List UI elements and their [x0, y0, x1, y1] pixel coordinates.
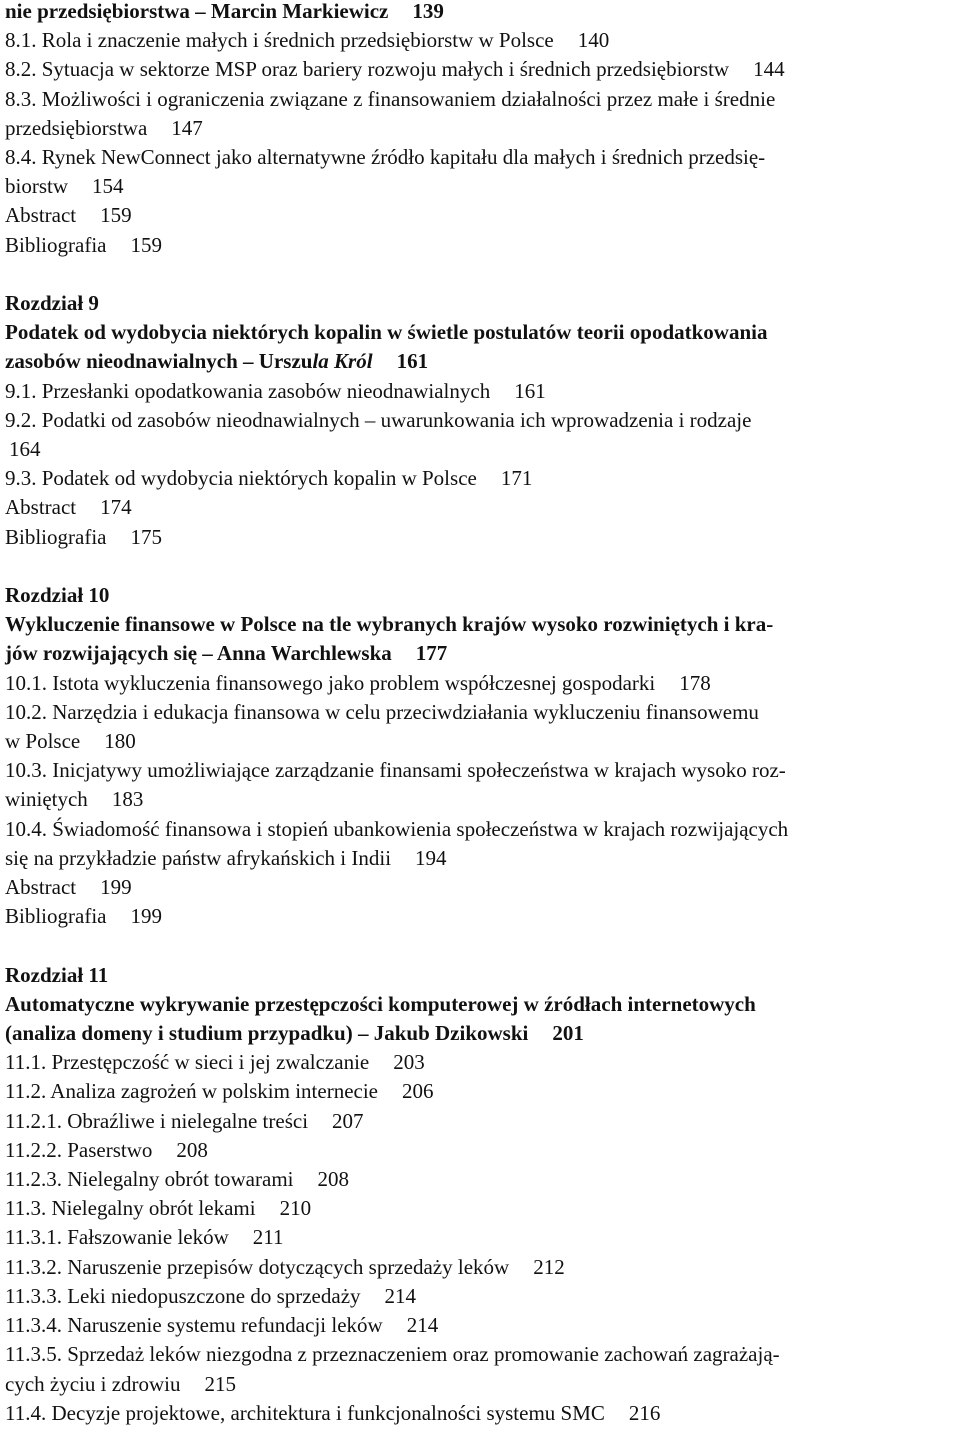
- page-number: 164: [9, 437, 41, 462]
- entry-text: Automatyczne wykrywanie przestępczości komputerowej w źródłach internetowych: [5, 991, 756, 1016]
- entry-text: Bibliografia: [5, 904, 107, 929]
- toc-entry-continued: [5, 435, 955, 464]
- toc-entry: [5, 55, 955, 84]
- entry-text: Abstract: [5, 875, 77, 900]
- toc-entry-bibliography: [5, 523, 955, 552]
- spacer: [5, 260, 955, 289]
- toc-entry: [5, 406, 955, 435]
- page-number: 154: [92, 174, 124, 199]
- entry-text: 10.4. Świadomość finansowa i stopień ubankowienia społeczeństwa w krajach rozwijających: [5, 816, 789, 841]
- page-number: 201: [552, 1021, 584, 1046]
- entry-text: 11.4. Decyzje projektowe, architektura i funkcjonalności systemu SMC: [5, 1400, 605, 1425]
- entry-text: 9.2. Podatki od zasobów nieodnawialnych – uwarunkowania ich wprowadzenia i rodzaje: [5, 407, 752, 432]
- page-number: 194: [415, 845, 447, 870]
- entry-text: Bibliografia: [5, 232, 107, 257]
- page-number: 206: [402, 1079, 434, 1104]
- page-number: 212: [533, 1254, 565, 1279]
- toc-entry-continued: [5, 172, 955, 201]
- table-of-contents: [5, 0, 955, 1428]
- entry-text: 11.3. Nielegalny obrót lekami: [5, 1196, 256, 1221]
- chapter-title-continued: [5, 1019, 955, 1048]
- entry-text: się na przykładzie państw afrykańskich i Indii: [5, 845, 392, 870]
- page-number: 207: [332, 1108, 364, 1133]
- page-number: 147: [171, 115, 203, 140]
- entry-text: nie przedsiębiorstwa – Marcin Markiewicz: [5, 0, 389, 23]
- chapter-heading: [5, 289, 955, 318]
- entry-text: zasobów nieodnawialnych – Urszu: [5, 349, 313, 374]
- page-number: 203: [393, 1050, 425, 1075]
- toc-entry-abstract: [5, 873, 955, 902]
- toc-entry: [5, 756, 955, 785]
- page-number: 180: [104, 729, 136, 754]
- toc-entry-continued: [5, 727, 955, 756]
- toc-entry: [5, 464, 955, 493]
- toc-entry: [5, 1311, 955, 1340]
- chapter-title: [5, 318, 955, 347]
- page-number: 174: [100, 495, 132, 520]
- page-number: 161: [514, 378, 546, 403]
- entry-text: 8.3. Możliwości i ograniczenia związane z finansowaniem działalności przez małe i średnie: [5, 86, 776, 111]
- entry-text: Podatek od wydobycia niektórych kopalin w świetle postulatów teorii opodatkowania: [5, 320, 768, 345]
- chapter-number: Rozdział 11: [5, 962, 109, 987]
- chapter-heading: [5, 961, 955, 990]
- toc-entry-continued: [5, 1370, 955, 1399]
- toc-entry-continued: [5, 114, 955, 143]
- entry-text: Abstract: [5, 203, 77, 228]
- entry-text: przedsiębiorstwa: [5, 115, 148, 140]
- toc-entry: [5, 1223, 955, 1252]
- chapter-number: Rozdział 9: [5, 291, 99, 316]
- toc-entry: [5, 1136, 955, 1165]
- entry-text: Abstract: [5, 495, 77, 520]
- toc-entry: [5, 143, 955, 172]
- chapter-title-continued: [5, 639, 955, 668]
- entry-text: Bibliografia: [5, 524, 107, 549]
- entry-text: (analiza domeny i studium przypadku) – Jakub Dzikowski: [5, 1021, 529, 1046]
- entry-text: 11.2.2. Paserstwo: [5, 1137, 153, 1162]
- toc-entry-bibliography: [5, 231, 955, 260]
- page-number: 183: [111, 787, 144, 812]
- entry-text: Wykluczenie finansowe w Polsce na tle wybranych krajów wysoko rozwiniętych i kra-: [5, 612, 774, 637]
- toc-entry: [5, 1340, 955, 1369]
- entry-text: 11.3.2. Naruszenie przepisów dotyczących sprzedaży leków: [5, 1254, 510, 1279]
- author-italic: la Król: [312, 349, 373, 374]
- page-number: 175: [130, 524, 162, 549]
- entry-text: 11.2. Analiza zagrożeń w polskim internecie: [5, 1079, 379, 1104]
- entry-text: 11.2.1. Obraźliwe i nielegalne treści: [5, 1108, 309, 1133]
- page-number: 159: [100, 203, 132, 228]
- toc-entry: [5, 669, 955, 698]
- toc-entry: [5, 1077, 955, 1106]
- toc-entry-chapter-title: [5, 0, 955, 26]
- entry-text: 8.4. Rynek NewConnect jako alternatywne źródło kapitału dla małych i średnich przedsię-: [5, 145, 766, 170]
- page-number: 199: [130, 904, 162, 929]
- page-number: 211: [252, 1225, 284, 1250]
- toc-entry: [5, 698, 955, 727]
- entry-text: 10.1. Istota wykluczenia finansowego jako problem współczesnej gospodarki: [5, 670, 656, 695]
- chapter-number: Rozdział 10: [5, 583, 110, 608]
- page-number: 144: [753, 57, 785, 82]
- toc-entry: [5, 1282, 955, 1311]
- entry-text: 8.2. Sytuacja w sektorze MSP oraz bariery rozwoju małych i średnich przedsiębiorstw: [5, 57, 730, 82]
- entry-text: 9.3. Podatek od wydobycia niektórych kopalin w Polsce: [5, 466, 477, 491]
- toc-entry-continued: [5, 844, 955, 873]
- entry-text: cych życiu i zdrowiu: [5, 1371, 181, 1396]
- toc-entry: [5, 1165, 955, 1194]
- entry-text: 11.3.5. Sprzedaż leków niezgodna z przeznaczeniem oraz promowanie zachowań zagrażają-: [5, 1342, 780, 1367]
- page-number: 171: [500, 466, 533, 491]
- toc-entry-abstract: [5, 493, 955, 522]
- page-number: 161: [396, 349, 429, 374]
- toc-entry: [5, 26, 955, 55]
- page-number: 159: [130, 232, 162, 257]
- entry-text: 10.2. Narzędzia i edukacja finansowa w celu przeciwdziałania wykluczeniu finansowemu: [5, 699, 759, 724]
- page-number: 139: [412, 0, 444, 23]
- chapter-title: [5, 610, 955, 639]
- page-number: 214: [384, 1283, 417, 1308]
- toc-entry: [5, 377, 955, 406]
- toc-entry-continued: [5, 785, 955, 814]
- toc-entry: [5, 1048, 955, 1077]
- entry-text: 11.2.3. Nielegalny obrót towarami: [5, 1167, 294, 1192]
- toc-entry: [5, 1399, 955, 1428]
- toc-entry-bibliography: [5, 902, 955, 931]
- entry-text: 8.1. Rola i znaczenie małych i średnich przedsiębiorstw w Polsce: [5, 28, 554, 53]
- page-number: 208: [176, 1137, 208, 1162]
- entry-text: biorstw: [5, 174, 68, 199]
- toc-entry: [5, 1194, 955, 1223]
- chapter-title-continued: [5, 347, 955, 376]
- entry-text: 11.1. Przestępczość w sieci i jej zwalczanie: [5, 1050, 370, 1075]
- chapter-heading: [5, 581, 955, 610]
- page-number: 140: [577, 28, 610, 53]
- page-number: 216: [628, 1400, 661, 1425]
- page-number: 178: [679, 670, 711, 695]
- page-number: 199: [100, 875, 132, 900]
- page-number: 215: [204, 1371, 237, 1396]
- entry-text: winiętych: [5, 787, 88, 812]
- spacer: [5, 552, 955, 581]
- page-number: 208: [317, 1167, 349, 1192]
- entry-text: w Polsce: [5, 729, 81, 754]
- spacer: [5, 931, 955, 960]
- page-number: 210: [279, 1196, 312, 1221]
- toc-entry: [5, 1107, 955, 1136]
- page-number: 177: [415, 641, 448, 666]
- entry-text: 9.1. Przesłanki opodatkowania zasobów nieodnawialnych: [5, 378, 491, 403]
- toc-entry-abstract: [5, 201, 955, 230]
- entry-text: 11.3.3. Leki niedopuszczone do sprzedaży: [5, 1283, 361, 1308]
- page-number: 214: [406, 1313, 439, 1338]
- toc-entry: [5, 815, 955, 844]
- chapter-title: [5, 990, 955, 1019]
- entry-text: jów rozwijających się – Anna Warchlewska: [5, 641, 392, 666]
- entry-text: 11.3.4. Naruszenie systemu refundacji leków: [5, 1313, 383, 1338]
- toc-entry: [5, 85, 955, 114]
- entry-text: 11.3.1. Fałszowanie leków: [5, 1225, 229, 1250]
- entry-text: 10.3. Inicjatywy umożliwiające zarządzanie finansami społeczeństwa w krajach wysoko roz-: [5, 758, 786, 783]
- toc-entry: [5, 1253, 955, 1282]
